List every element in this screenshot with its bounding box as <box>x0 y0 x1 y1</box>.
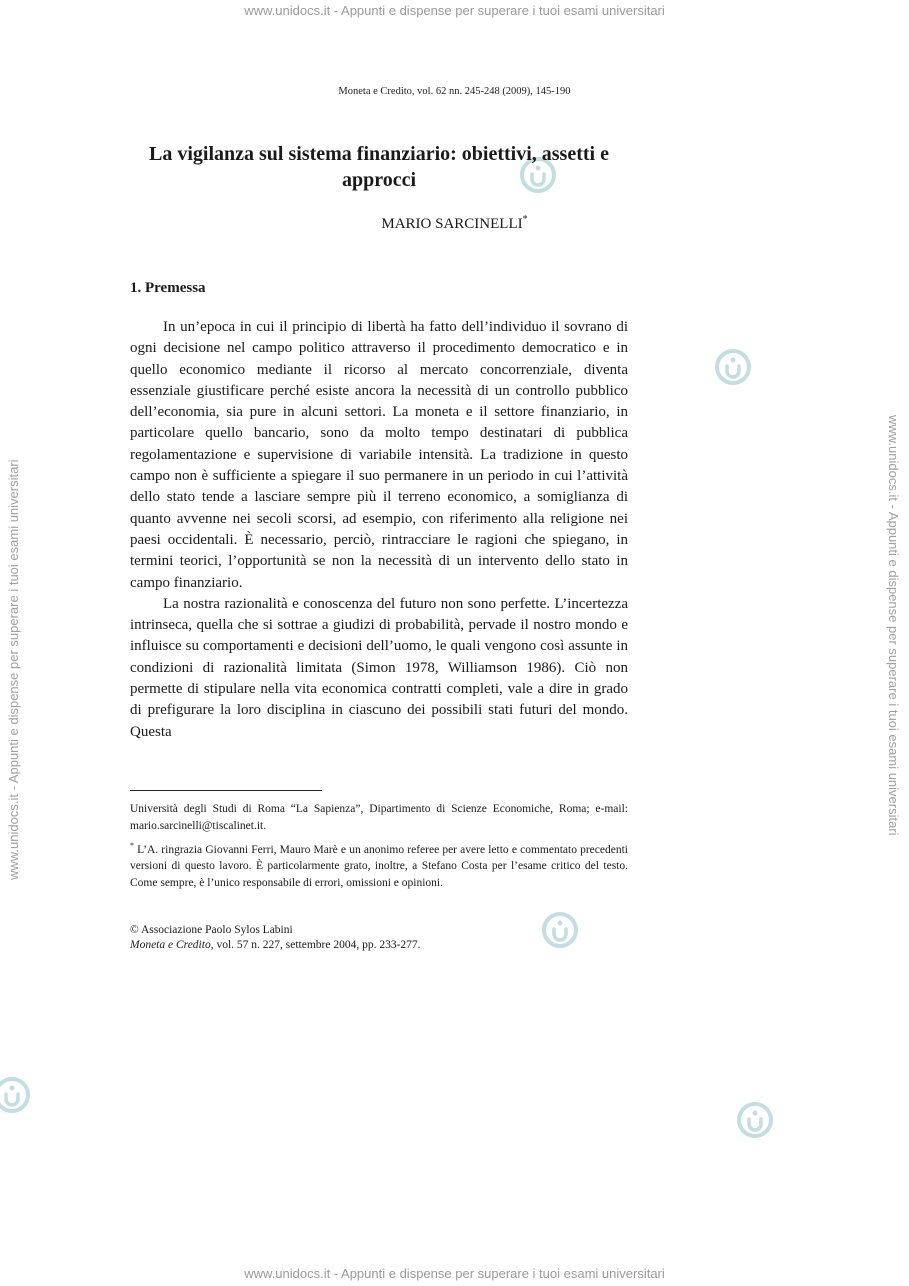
watermark-banner-top: www.unidocs.it - Appunti e dispense per superare i tuoi esami universitari <box>244 3 665 18</box>
footnote-mark: * <box>130 841 134 850</box>
footnote-affiliation: Università degli Studi di Roma “La Sapienza”, Dipartimento di Scienze Economiche, Roma; e-mail: mario.sarcinelli@tiscalinet.it. <box>130 803 628 832</box>
article-title: La vigilanza sul sistema finanziario: obiettivi, assetti e approcci <box>149 143 609 191</box>
unidocs-logo-icon <box>713 347 753 387</box>
footnote-acknowledgment: * L’A. ringrazia Giovanni Ferri, Mauro Marè e un anonimo referee per avere letto e commentato precedenti versioni di questo lavoro. È particolarmente grato, inoltre, a Stefano Costa per l’esame critico del testo. Come sempre, è l’unico responsabile di errori, omissioni e opinioni. <box>130 841 628 889</box>
watermark-banner-right: www.unidocs.it - Appunti e dispense per superare i tuoi esami universitari <box>886 415 901 836</box>
unidocs-logo-icon <box>735 1100 775 1140</box>
footnotes <box>130 801 628 895</box>
copyright-block <box>130 923 628 953</box>
author-footnote-mark: * <box>522 214 528 225</box>
author-name: MARIO SARCINELLI <box>381 216 523 232</box>
body-paragraph: In un’epoca in cui il principio di libertà ha fatto dell’individuo il sovrano di ogni decisione nel campo politico attraverso il procedimento democratico e in quello economico mediante il ricorso al mercato concorrenziale, diventa essenziale giustificare perché esiste ancora la necessità di un controllo pubblico dell’economia, sia pure in alcuni settori. La moneta e il settore finanziario, in particolare quello bancario, sono da molto tempo destinatari di pubblica regolamentazione e supervisione di variabile intensità. La tradizione in questo campo non è sufficiente a spiegare il suo permanere in un periodo in cui l’attività dello stato tende a lasciare sempre più il terreno economico, a somiglianza di quanto avvenne nei secoli scorsi, ad esempio, con riferimento alla religione nei paesi occidentali. È necessario, perciò, rintracciare le ragioni che spiegano, in termini teorici, l’opportunità se non la necessità di un intervento dello stato in campo finanziario. <box>130 319 628 591</box>
copyright-line: © Associazione Paolo Sylos Labini <box>130 924 293 936</box>
section-heading: 1. Premessa <box>130 280 206 296</box>
original-publication-line: Moneta e Credito, vol. 57 n. 227, settembre 2004, pp. 233-277. <box>130 939 421 951</box>
watermark-banner-left: www.unidocs.it - Appunti e dispense per superare i tuoi esami universitari <box>6 459 21 880</box>
author-line <box>0 214 909 233</box>
unidocs-logo-icon <box>0 1075 32 1115</box>
body-paragraph: La nostra razionalità e conoscenza del futuro non sono perfette. L’incertezza intrinseca, quella che si sottrae a giudizi di probabilità, pervade il nostro mondo e influisce su comportamenti e decisioni dell’uomo, le quali vengono così assunte in condizioni di razionalità limitata (Simon 1978, Williamson 1986). Ciò non permette di stipulare nella vita economica contratti completi, vale a dire in grado di prefigurare la loro disciplina in ciascuno dei possibili stati futuri del mondo. Questa <box>130 595 628 740</box>
journal-reference: Moneta e Credito, vol. 62 nn. 245-248 (2009), 145-190 <box>338 86 571 97</box>
footnote-divider <box>130 790 322 791</box>
watermark-banner-bottom: www.unidocs.it - Appunti e dispense per superare i tuoi esami universitari <box>244 1266 665 1281</box>
article-body <box>130 317 628 743</box>
